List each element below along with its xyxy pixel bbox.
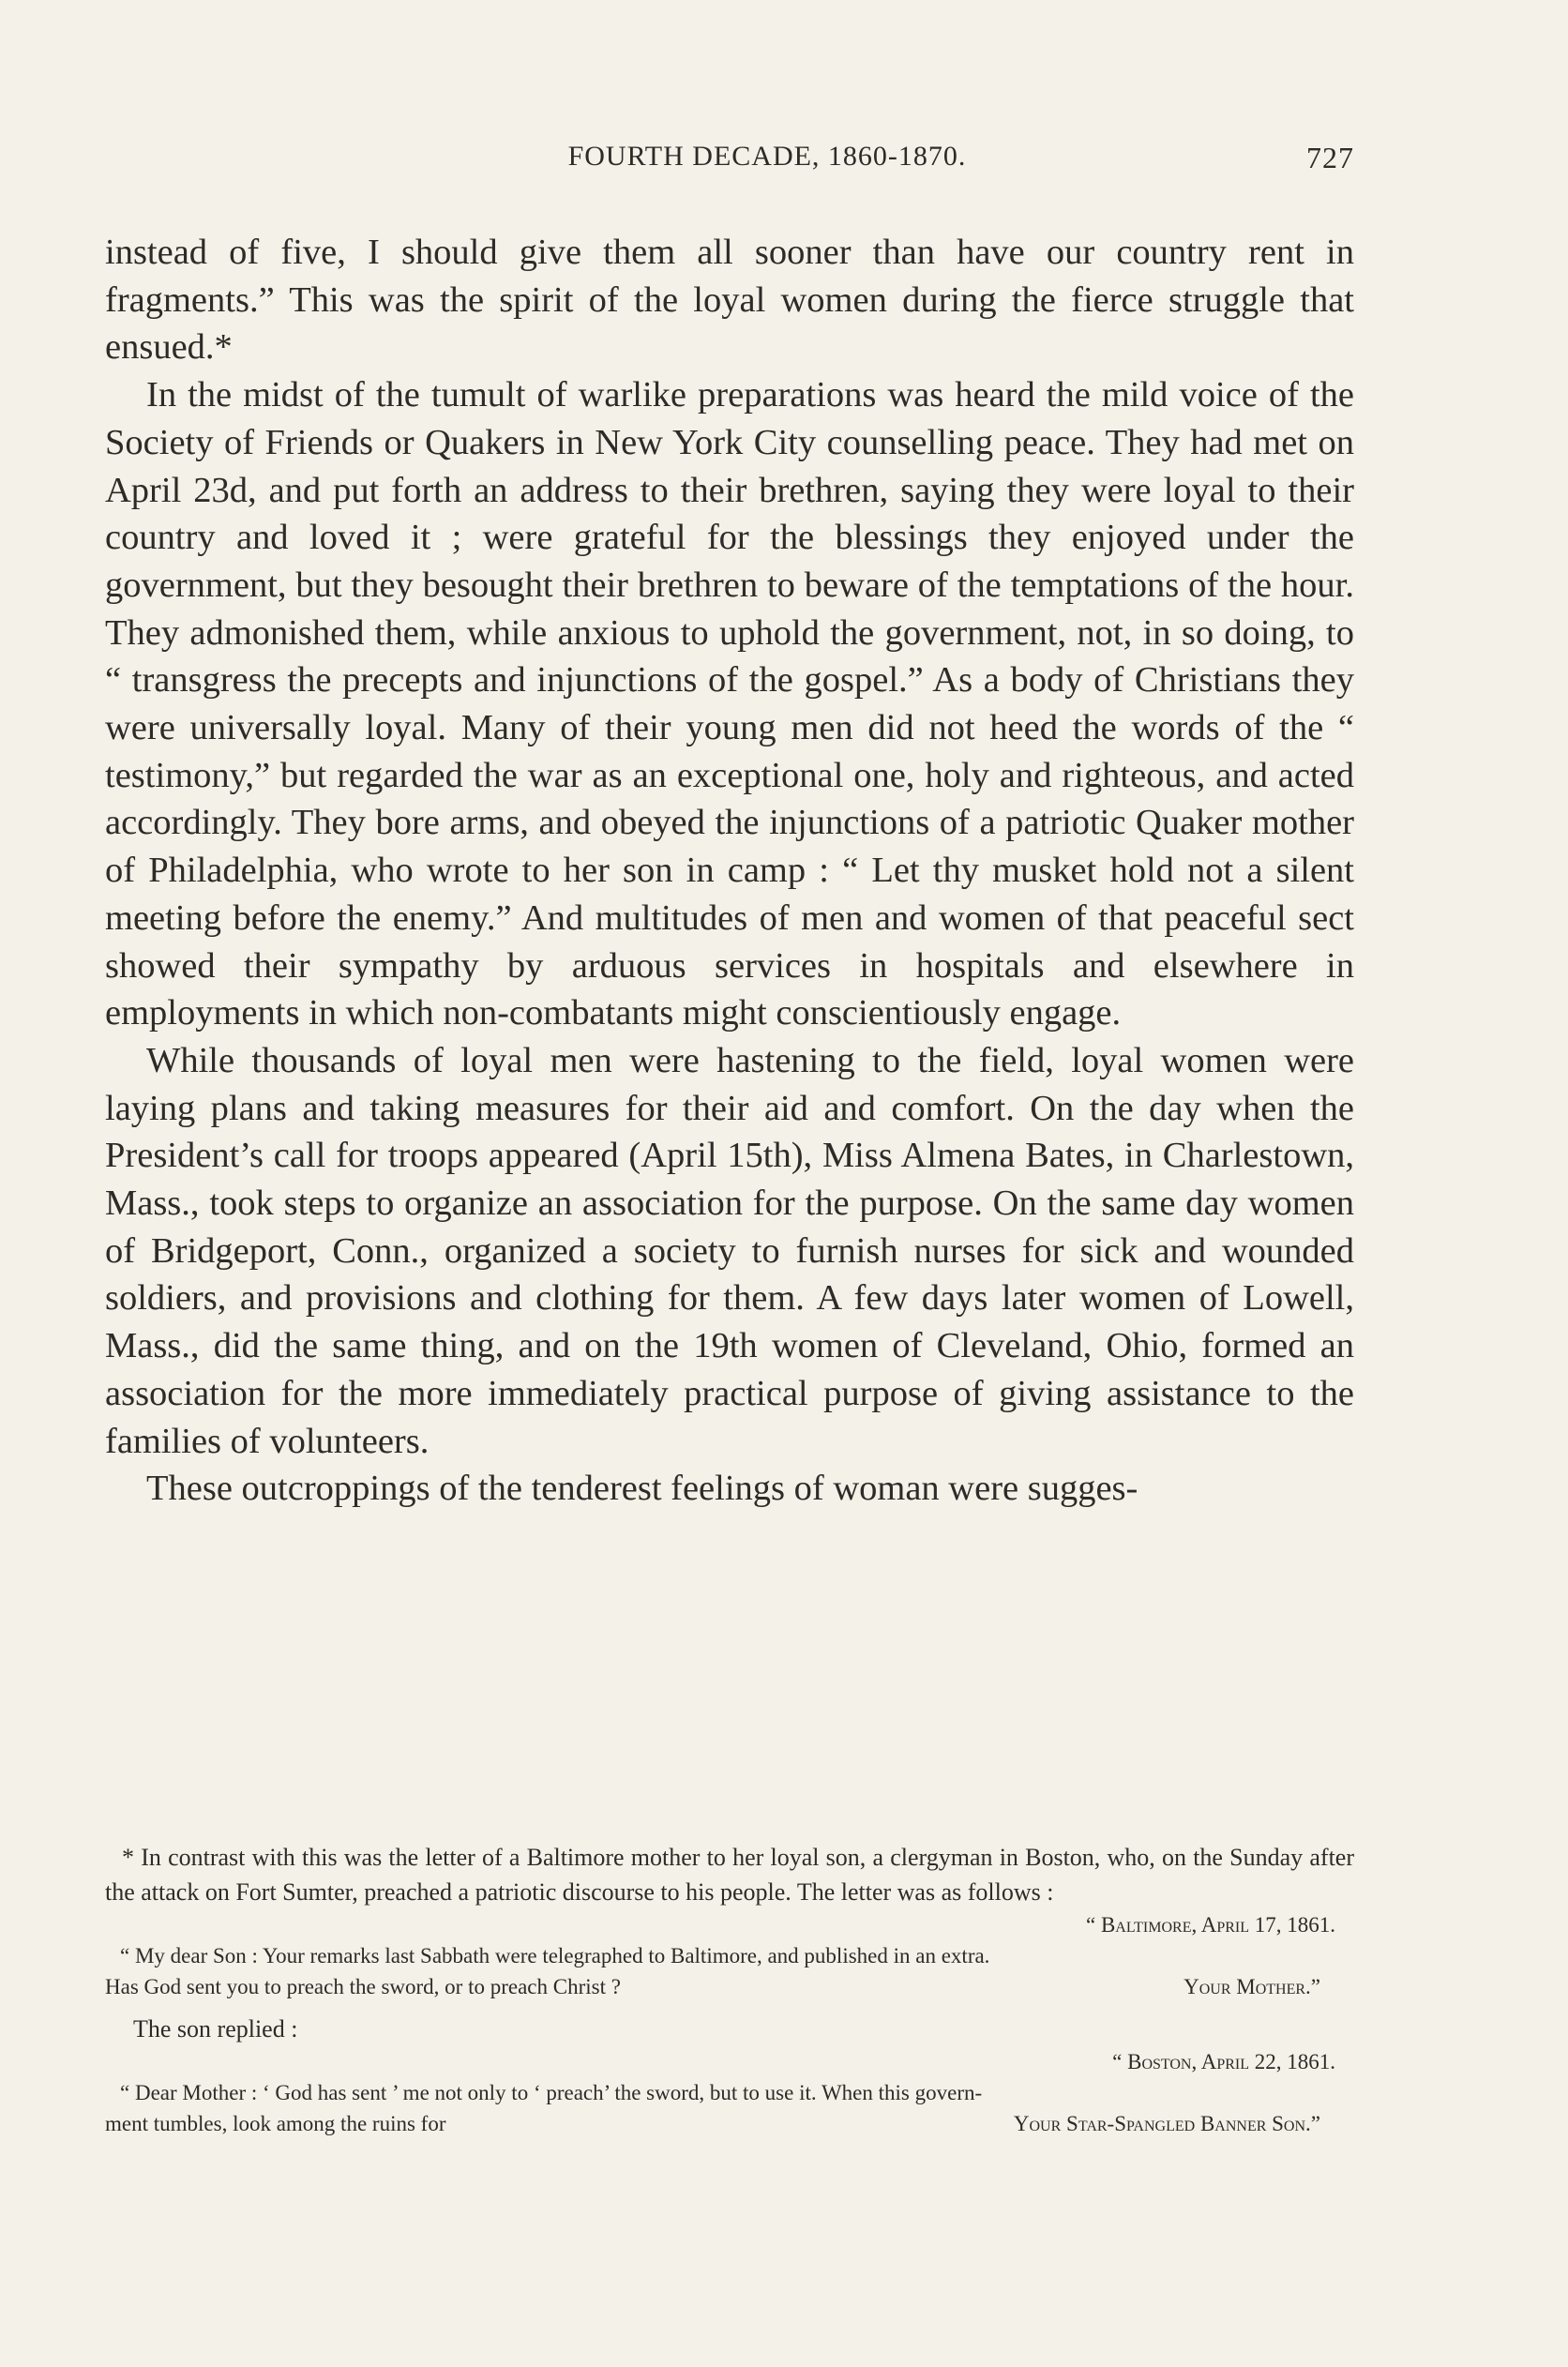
letter2-signature: Your Star-Spangled Banner Son.” — [1013, 2112, 1320, 2135]
letter1-signature: Your Mother.” — [1184, 1975, 1320, 1998]
page-number: 727 — [1306, 141, 1354, 174]
letter1-closing-line — [105, 1971, 1354, 2002]
letter2-body-line2: ment tumbles, look among the ruins for — [105, 2112, 446, 2135]
letter-from-mother — [105, 1909, 1354, 2002]
paragraph-3: While thousands of loyal men were hastening to the field, loyal women were laying plans and taking measures for their aid and comfort. On the day when the President’s call for troops appeared (April 15th), Miss Almena Bates, in Charlestown, Mass., took steps to organize an association for the purpose. On the same day women of Bridgeport, Conn., organized a society to furnish nurses for sick and wounded soldiers, and provisions and clothing for them. A few days later women of Lowell, Mass., did the same thing, and on the 19th women of Cleveland, Ohio, formed an association for the more immediately practical purpose of giving assistance to the families of volunteers. — [105, 1040, 1354, 1461]
letter1-body-line2: Has God sent you to preach the sword, or to preach Christ ? — [105, 1975, 621, 1998]
footnote-intro: * In contrast with this was the letter of a Baltimore mother to her loyal son, a clergyman in Boston, who, on the Sunday after the attack on Fort Sumter, preached a patriotic discourse to his people. The letter was as follows : — [105, 1844, 1354, 1906]
letter1-body-line1: “ My dear Son : Your remarks last Sabbath were telegraphed to Baltimore, and published in an extra. — [120, 1944, 990, 1967]
letter2-closing-line — [105, 2108, 1354, 2139]
reply-intro: The son replied : — [133, 2015, 298, 2043]
paragraph-1: instead of five, I should give them all sooner than have our country rent in fragments.” This was the spirit of the loyal women during the fierce struggle that ensued.* — [105, 233, 1354, 368]
letter-from-son — [105, 2046, 1354, 2139]
paragraph-4: These outcroppings of the tenderest feelings of woman were sugges- — [146, 1469, 1138, 1509]
body-text — [105, 229, 1354, 1513]
running-head-title: FOURTH DECADE, 1860-1870. — [567, 141, 967, 172]
letter2-body-line1: “ Dear Mother : ‘ God has sent ’ me not only to ‘ preach’ the sword, but to use it. When this govern- — [120, 2081, 983, 2104]
letter1-dateline: “ Baltimore, April 17, 1861. — [1086, 1913, 1335, 1937]
running-head — [105, 141, 1354, 186]
letter2-dateline: “ Boston, April 22, 1861. — [1112, 2050, 1335, 2073]
paragraph-2: In the midst of the tumult of warlike preparations was heard the mild voice of the Society of Friends or Quakers in New York City counselling peace. They had met on April 23d, and put forth an address to their brethren, saying they were loyal to their country and loved it ; were grateful for the blessings they enjoyed under the government, but they besought their brethren to beware of the temptations of the hour. They admonished them, while anxious to uphold the government, not, in so doing, to “ transgress the precepts and injunctions of the gospel.” As a body of Christians they were universally loyal. Many of their young men did not heed the words of the “ testimony,” but regarded the war as an exceptional one, holy and righteous, and acted accordingly. They bore arms, and obeyed the injunctions of a patriotic Quaker mother of Philadelphia, who wrote to her son in camp : “ Let thy musket hold not a silent meeting before the enemy.” And multitudes of men and women of that peaceful sect showed their sympathy by arduous services in hospitals and elsewhere in employments in which non-combatants might conscientiously engage. — [105, 375, 1354, 1033]
footnote — [105, 1840, 1354, 2139]
